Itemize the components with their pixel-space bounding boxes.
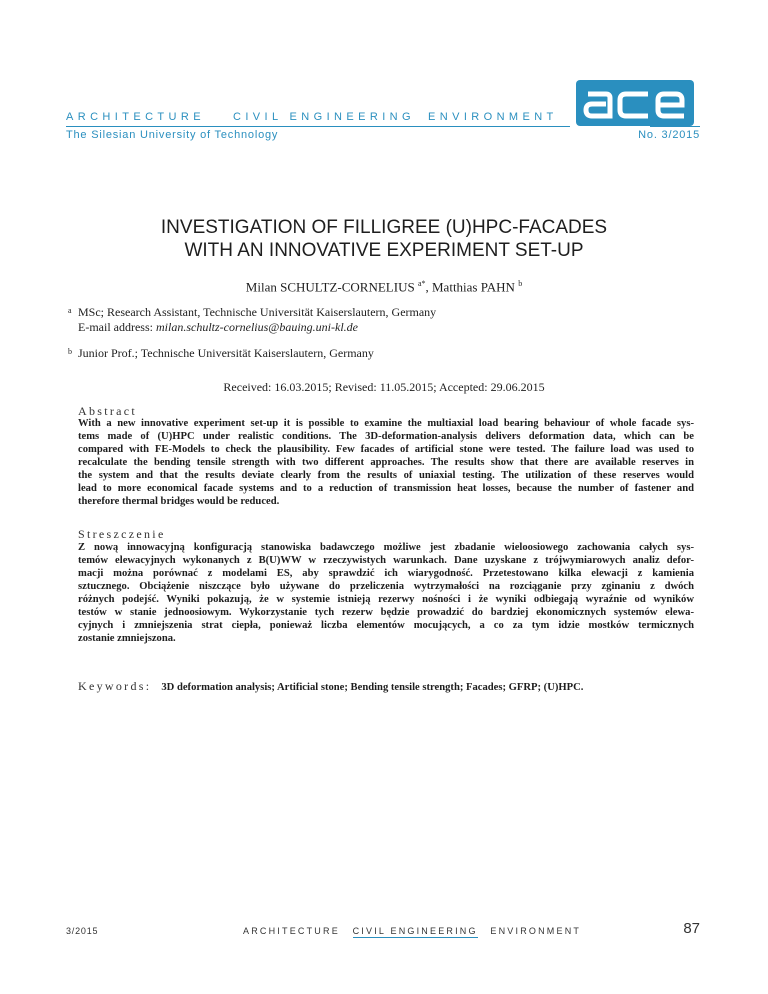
streszczenie-line: testów w stanie jednoosiowym. Wykorzystanie tych rezerw będzie prowadzić do bardziej ekonomicznych systemów elewa- [78,607,694,618]
keywords [78,677,583,695]
abstract-heading: Abstract [78,404,138,418]
paper-title [66,216,702,262]
university-name: The Silesian University of Technology [66,129,279,141]
streszczenie-line: różnych podejść. Wyniki pokazują, że w systemie istnieją rezerwy nośności i że wyniki odbiegają wyraźnie od wyników [78,594,694,605]
journal-word-civil-engineering: CIVIL ENGINEERING [233,111,415,123]
author-list [66,279,702,295]
keywords-label: Keywords: [78,679,152,693]
affiliation-a [68,305,437,335]
keywords-text: 3D deformation analysis; Artificial stone; Bending tensile strength; Facades; GFRP; (U)HPC. [161,682,584,693]
abstract-body [78,417,694,508]
received-dates: Received: 16.03.2015; Revised: 11.05.2015; Accepted: 29.06.2015 [223,380,545,394]
affiliation-b-text: Junior Prof.; Technische Universität Kaiserslautern, Germany [78,346,374,360]
abstract-line: the system and that the results deviate clearly from the results of uniaxial testing. The utilization of these reserves would [78,470,694,481]
streszczenie-line: macji można porównać z modelami ES, aby sprawdzić ich wiarygodność. Przetestowano kilka elewacji z kamienia [78,568,694,579]
affiliation-a-sup: a [68,306,72,315]
streszczenie-body [78,541,694,645]
abstract-line: With a new innovative experiment set-up it is possible to examine the multiaxial load bearing behaviour of whole facade sys- [78,418,694,429]
author-1-sup: a* [417,279,426,288]
abstract-line: therefore thermal bridges would be reduced. [78,496,280,507]
page-number: 87 [683,920,700,937]
abstract-line: tems made of (U)HPC under realistic conditions. The 3D-deformation-analysis delivers deformation data, which can be [78,431,694,442]
affiliation-b-sup: b [68,347,72,356]
author-1: Milan SCHULTZ-CORNELIUS [245,279,415,295]
header-rule [66,126,570,127]
affiliation-a-text: MSc; Research Assistant, Technische Universität Kaiserslautern, Germany [78,305,437,319]
issue-number: No. 3/2015 [638,129,700,141]
footer-issue: 3/2015 [66,926,99,936]
journal-word-environment: ENVIRONMENT [428,111,558,123]
header-rule-right [650,126,700,127]
abstract-line: recalculate the bending tensile strength with two different approaches. The results show that there are available reserves in [78,457,694,468]
affiliation-b [68,346,374,361]
journal-word-architecture: ARCHITECTURE [66,111,205,123]
author-separator: , [425,279,432,295]
footer-word-architecture: ARCHITECTURE [243,926,340,936]
streszczenie-line: sztucznego. Obciążenie niszczące było używane do przeliczenia wytrzymałości na rozciąganie przy zginaniu z dwóch [78,581,694,592]
streszczenie-line: cyjnych i zmniejszenia strat ciepła, ponieważ liczba elementów mocujących, a co za tym idzie mostków termicznych [78,620,694,631]
ace-logo [576,80,694,126]
streszczenie-heading: Streszczenie [78,527,166,541]
footer-word-civil-engineering: CIVIL ENGINEERING [352,926,478,936]
title-line-2: WITH AN INNOVATIVE EXPERIMENT SET-UP [184,240,584,261]
title-line-1: INVESTIGATION OF FILLIGREE (U)HPC-FACADES [160,217,608,238]
author-2: Matthias PAHN [432,279,515,295]
affiliation-email [78,320,436,335]
streszczenie-line: temów elewacyjnych wykonanych z B(U)WW w rzeczywistych warunkach. Dane uzyskane z trójwymiarowych analiz defor- [78,555,694,566]
abstract-line: lead to more economical facade systems and to a reduction of transmission heat losses, because the number of fastener and [78,483,694,494]
streszczenie-line: Z nową innowacyjną konfiguracją stanowiska badawczego możliwe jest zbadanie wieloosiowego zachowania całych sys- [78,542,694,553]
abstract-line: compared with FE-Models to check the plausibility. Few facades of artificial stone were tested. The failure load was used to [78,444,694,455]
footer-journal [243,926,589,938]
email-label: E-mail address: [78,320,156,334]
email-address: milan.schultz-cornelius@bauing.uni-kl.de [155,320,358,334]
footer-word-environment: ENVIRONMENT [490,926,582,936]
author-2-sup: b [518,279,523,288]
streszczenie-line: zostanie zmniejszona. [78,633,176,644]
